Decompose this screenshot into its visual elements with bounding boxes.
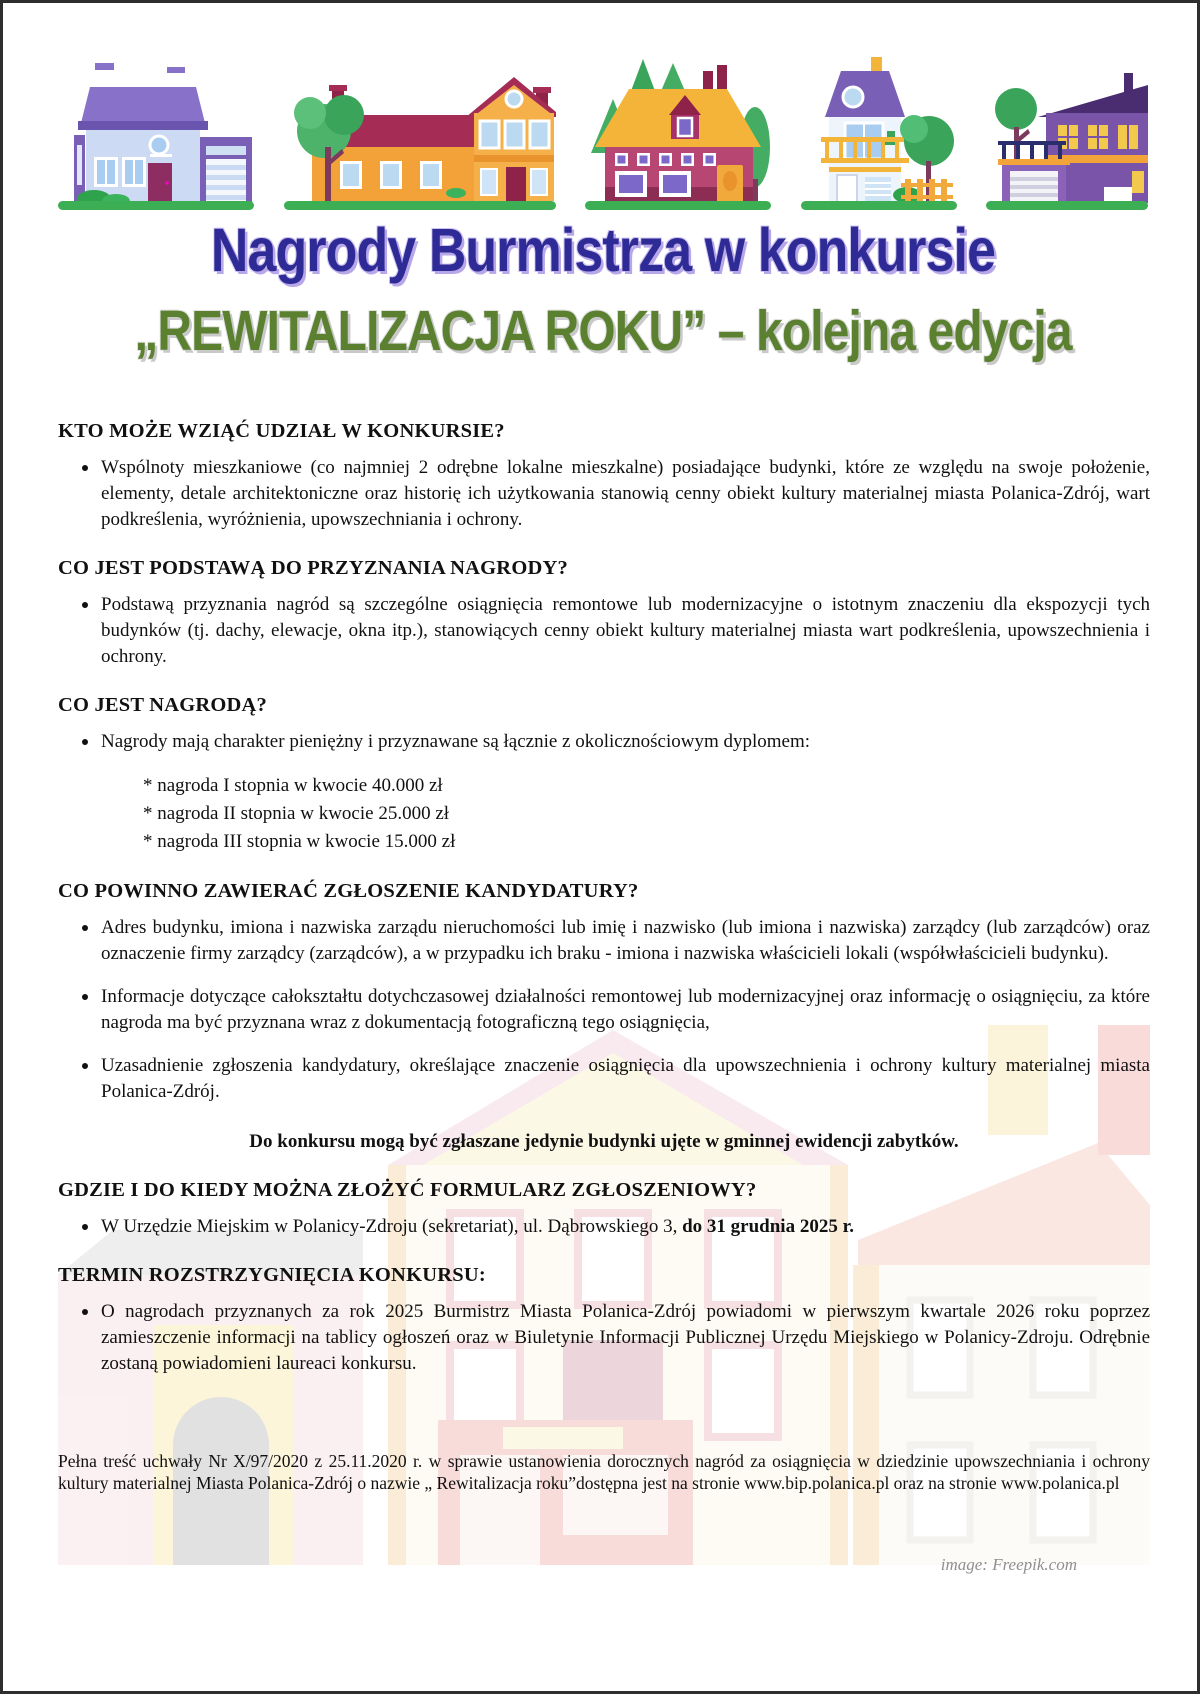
section-heading-2: CO JEST NAGRODĄ? [58,694,267,716]
award-amount-list [143,772,1150,856]
bullet-list [58,592,1150,670]
bullet-list [58,1214,1150,1240]
sections [58,411,1150,1394]
award-amount-line: * nagroda III stopnia w kwocie 15.000 zł [143,831,456,852]
house-magenta-yellow-roof-illustration [585,51,771,211]
legal-footnote: Pełna treść uchwały Nr X/97/2020 z 25.11.2020 r. w sprawie ustanowienia dorocznych nagród za osiągnięcia w dziedzinie upowszechniania i ochrony kultury materialnej Miasta Polanica-Zdrój o nazwie „ Rewitalizacja roku”dostępna jest na stronie www.bip.polanica.pl oraz na stronie www.polanica.pl [58,1451,1150,1493]
bullet-item: W Urzędzie Miejskim w Polanicy-Zdroju (sekretariat), ul. Dąbrowskiego 3, do 31 grudnia 2025 r. [58,1214,1150,1240]
section-heading-0: KTO MOŻE WZIĄĆ UDZIAŁ W KONKURSIE? [58,420,505,442]
section-heading-5: TERMIN ROZSTRZYGNIĘCIA KONKURSU: [58,1264,486,1286]
poster-subtitle: „REWITALIZACJA ROKU” – kolejna edycja [134,299,1072,363]
bullet-item: Adres budynku, imiona i nazwiska zarządu nieruchomości lub imię i nazwisko (lub imiona i nazwiska) zarządcy (lub zarządców) oraz oznaczenie firmy zarządcy (zarządców), a w przypadku ich braku - imiona i nazwiska właścicieli lokali (współwłaścicieli budynku). [58,915,1150,967]
bullet-list [58,729,1150,755]
bullet-item: Podstawą przyznania nagród są szczególne osiągnięcia remontowe lub modernizacyjne o istotnym znaczeniu dla ekspozycji tych budynków (tj. dachy, elewacje, okna itp.), stanowiących cenny obiekt kultury materialnej miasta wart podkreślenia, upowszechnienia i ochrony. [58,592,1150,670]
bullet-item: Uzasadnienie zgłoszenia kandydatury, określające znaczenie osiągnięcia dla upowszechnienia i ochrony kultury materialnej miasta Polanica-Zdrój. [58,1053,1150,1105]
bullet-list [58,1299,1150,1377]
house-purple-modern-illustration [986,51,1148,211]
bullet-item: Wspólnoty mieszkaniowe (co najmniej 2 odrębne lokalne mieszkalne) posiadające budynki, które ze względu na swoje położenie, elementy, detale architektoniczne oraz historię ich użytkowania stanowią cenny obiekt kultury materialnej miasta Polanica-Zdrój, wart podkreślenia, wyróżnienia, upowszechniania i ochrony. [58,455,1150,533]
award-amount-line: * nagroda I stopnia w kwocie 40.000 zł [143,775,443,796]
image-credit: image: Freepik.com [940,1555,1077,1574]
section-heading-4: GDZIE I DO KIEDY MOŻNA ZŁOŻYĆ FORMULARZ ZGŁOSZENIOWY? [58,1179,757,1201]
award-amount-line: * nagroda II stopnia w kwocie 25.000 zł [143,803,450,824]
poster-title: Nagrody Burmistrza w konkursie [210,216,996,284]
section-heading-1: CO JEST PODSTAWĄ DO PRZYZNANIA NAGRODY? [58,557,568,579]
bullet-item: Nagrody mają charakter pieniężny i przyznawane są łącznie z okolicznościowym dyplomem: [58,729,1150,755]
bullet-list [58,915,1150,1105]
houses-illustration-row [58,43,1148,211]
center-note: Do konkursu mogą być zgłaszane jedynie budynki ujęte w gminnej ewidencji zabytków. [249,1131,959,1152]
bullet-item: Informacje dotyczące całokształtu dotychczasowej działalności remontowej lub modernizacyjnej oraz informację o osiągnięciu, za które nagroda ma być przyznana wraz z dokumentacją fotograficzną tego osiągnięcia, [58,984,1150,1036]
house-lavender-garage-illustration [58,51,254,211]
bullet-item: O nagrodach przyznanych za rok 2025 Burmistrz Miasta Polanica-Zdrój powiadomi w pierwszym kwartale 2026 roku poprzez zamieszczenie informacji na tablicy ogłoszeń oraz w Biuletynie Informacji Publicznej Urzędu Miejskiego w Polanicy-Zdroju. Odrębnie zostaną powiadomieni laureaci konkursu. [58,1299,1150,1377]
house-orange-long-illustration [284,51,556,211]
section-heading-3: CO POWINNO ZAWIERAĆ ZGŁOSZENIE KANDYDATURY? [58,880,639,902]
bullet-list [58,455,1150,533]
house-white-purple-roof-illustration [801,45,957,211]
